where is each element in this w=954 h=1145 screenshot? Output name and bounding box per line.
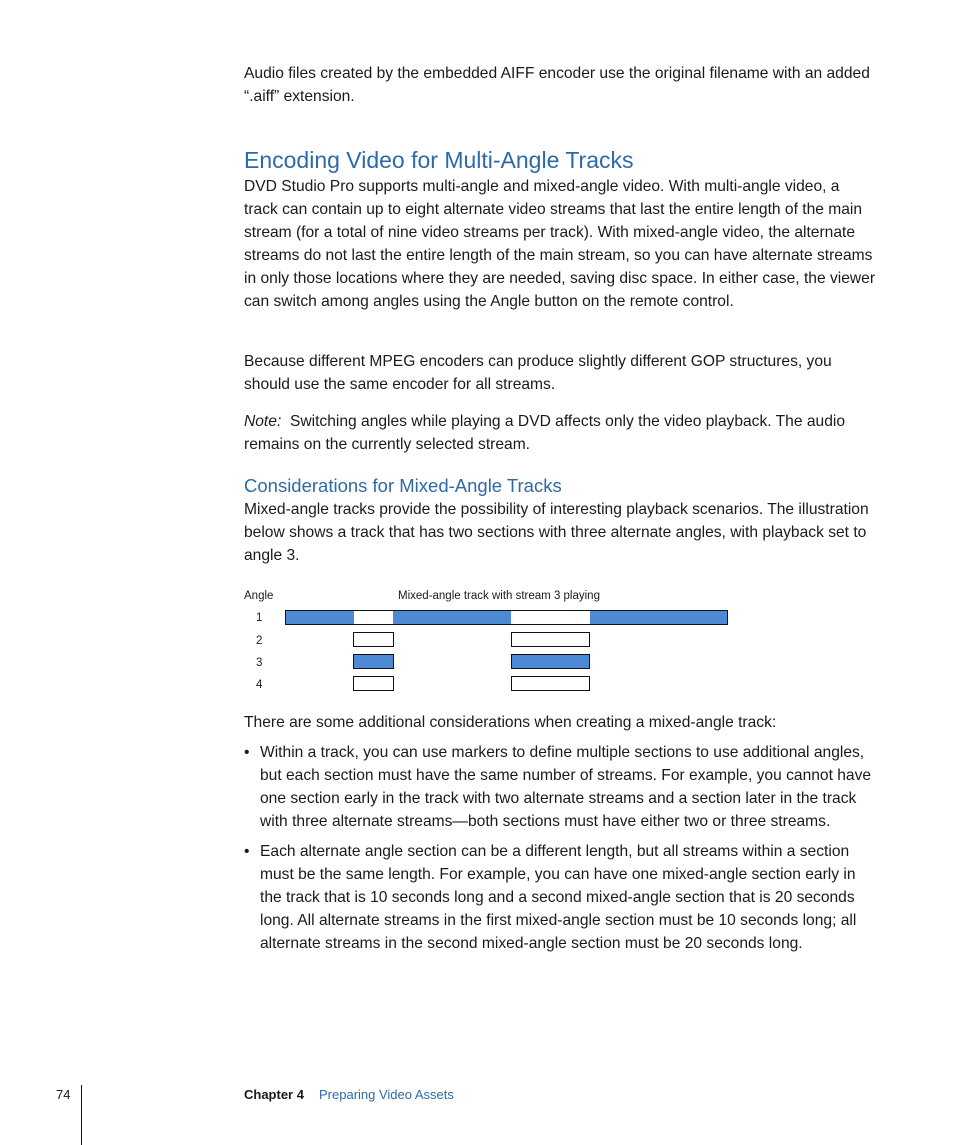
section-paragraph-2: Because different MPEG encoders can produce slightly different GOP structures, you should use the same encoder for all streams.: [244, 353, 832, 393]
list-item: [244, 741, 876, 833]
subsection-title: Considerations for Mixed-Angle Tracks: [244, 475, 562, 496]
angle-3-section-2: [511, 654, 590, 669]
chapter-label: Chapter 4: [244, 1087, 304, 1102]
row-label-2: 2: [256, 635, 263, 647]
lead-in-paragraph: There are some additional considerations when creating a mixed-angle track:: [244, 714, 777, 731]
subsection-paragraph: Mixed-angle tracks provide the possibility of interesting playback scenarios. The illustration below shows a track that has two sections with three alternate angles, with playback set to angle 3.: [244, 501, 869, 564]
list-item-text: Each alternate angle section can be a different length, but all streams within a section must be the same length. For example, you can have one mixed-angle section early in the track that is 10 seconds long and a second mixed-angle section that is 20 seconds long. All alternate streams in the first mixed-angle section must be 10 seconds long; all alternate streams in the second mixed-angle section must be 20 seconds long.: [260, 843, 857, 952]
row-label-4: 4: [256, 679, 263, 691]
list-item: [244, 840, 876, 955]
considerations-list: [244, 741, 876, 955]
row-label-1: 1: [256, 612, 263, 624]
angle-2-section-2: [511, 632, 590, 647]
main-stream-segment-1: [286, 611, 354, 624]
bullet-icon: •: [244, 843, 250, 860]
angle-2-section-1: [353, 632, 394, 647]
section-paragraph-1: DVD Studio Pro supports multi-angle and mixed-angle video. With multi-angle video, a track can contain up to eight alternate video streams that last the entire length of the main stream (for a total of nine video streams per track). With mixed-angle video, the alternate streams do not last the entire length of the main stream, so you can have alternate streams in only those locations where they are needed, saving disc space. In either case, the viewer can switch among angles using the Angle button on the remote control.: [244, 178, 876, 310]
list-item-text: Within a track, you can use markers to define multiple sections to use additional angles, but each section must have the same number of streams. For example, you cannot have one section early in the track with two alternate streams and a section later in the track with three alternate streams—both sections must have either two or three streams.: [260, 744, 872, 830]
angle-4-section-1: [353, 676, 394, 691]
page-number: 74: [56, 1087, 71, 1102]
note-paragraph: [244, 410, 876, 456]
intro-paragraph: Audio files created by the embedded AIFF encoder use the original filename with an added “.aiff” extension.: [244, 65, 870, 105]
section-title: Encoding Video for Multi-Angle Tracks: [244, 147, 634, 173]
angle-axis-label: Angle: [244, 590, 274, 602]
angle-4-section-2: [511, 676, 590, 691]
note-label: Note:: [244, 413, 282, 430]
note-text: Switching angles while playing a DVD affects only the video playback. The audio remains on the currently selected stream.: [244, 413, 846, 453]
footer-rule: [81, 1085, 82, 1145]
chapter-title: Preparing Video Assets: [319, 1087, 454, 1102]
bullet-icon: •: [244, 744, 250, 761]
mixed-angle-diagram: [244, 588, 744, 698]
row-label-3: 3: [256, 657, 263, 669]
angle-3-section-1: [353, 654, 394, 669]
diagram-caption: Mixed-angle track with stream 3 playing: [398, 590, 600, 602]
main-stream-segment-3: [590, 611, 727, 624]
main-stream-segment-2: [393, 611, 511, 624]
